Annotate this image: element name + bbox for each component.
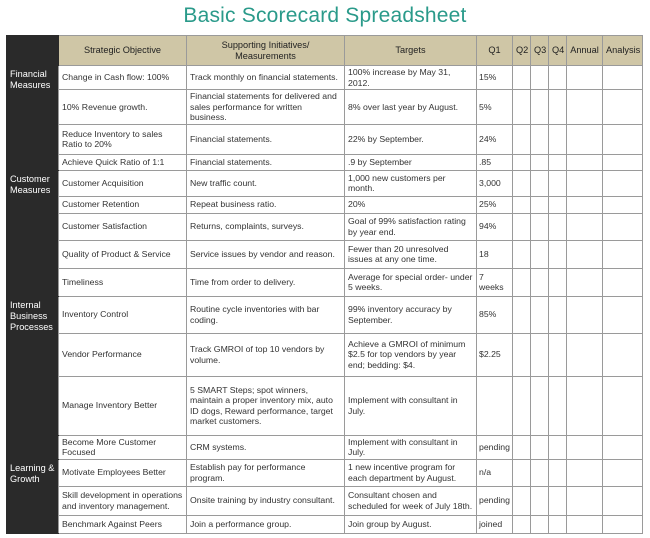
table-row [7, 515, 643, 533]
table-row [7, 268, 643, 296]
analysis-cell [603, 268, 643, 296]
q1-cell: 7 weeks [477, 268, 513, 296]
objective-cell: Benchmark Against Peers [59, 515, 187, 533]
q3-cell [531, 154, 549, 170]
q2-cell [513, 515, 531, 533]
target-cell: 20% [345, 196, 477, 213]
target-cell: Implement with consultant in July. [345, 435, 477, 459]
q3-cell [531, 66, 549, 90]
objective-cell: Timeliness [59, 268, 187, 296]
initiative-cell: Financial statements for delivered and sales performance for written business. [187, 90, 345, 125]
annual-cell [567, 170, 603, 196]
q2-cell [513, 435, 531, 459]
q3-cell [531, 170, 549, 196]
target-cell: 100% increase by May 31, 2012. [345, 66, 477, 90]
q4-cell [549, 486, 567, 515]
q4-cell [549, 376, 567, 435]
q2-cell [513, 196, 531, 213]
objective-cell: 10% Revenue growth. [59, 90, 187, 125]
initiative-cell: Track monthly on financial statements. [187, 66, 345, 90]
q3-cell [531, 196, 549, 213]
analysis-cell [603, 196, 643, 213]
objective-cell: Skill development in operations and inventory management. [59, 486, 187, 515]
header-annual: Annual [567, 36, 603, 66]
q1-cell: 15% [477, 66, 513, 90]
q2-cell [513, 213, 531, 240]
annual-cell [567, 459, 603, 486]
objective-cell: Customer Acquisition [59, 170, 187, 196]
objective-cell: Customer Satisfaction [59, 213, 187, 240]
target-cell: Average for special order- under 5 weeks. [345, 268, 477, 296]
objective-cell: Reduce Inventory to sales Ratio to 20% [59, 124, 187, 154]
q4-cell [549, 268, 567, 296]
q3-cell [531, 124, 549, 154]
header-strategic-objective: Strategic Objective [59, 36, 187, 66]
q2-cell [513, 376, 531, 435]
q3-cell [531, 459, 549, 486]
q2-cell [513, 459, 531, 486]
q4-cell [549, 124, 567, 154]
header-q4: Q4 [549, 36, 567, 66]
q1-cell: 5% [477, 90, 513, 125]
table-row [7, 154, 643, 170]
table-row [7, 333, 643, 376]
annual-cell [567, 66, 603, 90]
initiative-cell: Financial statements. [187, 154, 345, 170]
header-q2: Q2 [513, 36, 531, 66]
initiative-cell: Service issues by vendor and reason. [187, 240, 345, 268]
page-title: Basic Scorecard Spreadsheet [183, 4, 467, 27]
initiative-cell: Time from order to delivery. [187, 268, 345, 296]
q3-cell [531, 333, 549, 376]
annual-cell [567, 268, 603, 296]
header-q1: Q1 [477, 36, 513, 66]
scorecard-table [6, 35, 643, 534]
target-cell: 99% inventory accuracy by September. [345, 296, 477, 333]
q4-cell [549, 154, 567, 170]
target-cell: Join group by August. [345, 515, 477, 533]
target-cell: 8% over last year by August. [345, 90, 477, 125]
header-corner [7, 36, 59, 66]
annual-cell [567, 515, 603, 533]
annual-cell [567, 196, 603, 213]
target-cell: 1 new incentive program for each department by August. [345, 459, 477, 486]
initiative-cell: Returns, complaints, surveys. [187, 213, 345, 240]
q4-cell [549, 459, 567, 486]
q2-cell [513, 170, 531, 196]
q1-cell: 24% [477, 124, 513, 154]
analysis-cell [603, 154, 643, 170]
q1-cell: 18 [477, 240, 513, 268]
target-cell: Consultant chosen and scheduled for week of July 18th. [345, 486, 477, 515]
initiative-cell: Routine cycle inventories with bar coding. [187, 296, 345, 333]
annual-cell [567, 486, 603, 515]
q2-cell [513, 124, 531, 154]
annual-cell [567, 333, 603, 376]
q4-cell [549, 435, 567, 459]
objective-cell: Motivate Employees Better [59, 459, 187, 486]
annual-cell [567, 296, 603, 333]
analysis-cell [603, 459, 643, 486]
analysis-cell [603, 213, 643, 240]
category-internal-business-processes: Internal Business Processes [7, 296, 59, 435]
category-learning-growth: Learning & Growth [7, 459, 59, 533]
q2-cell [513, 333, 531, 376]
category-customer-measures: Customer Measures [7, 170, 59, 296]
q4-cell [549, 66, 567, 90]
q4-cell [549, 170, 567, 196]
initiative-cell: Financial statements. [187, 124, 345, 154]
q1-cell: 3,000 [477, 170, 513, 196]
q3-cell [531, 515, 549, 533]
table-row [7, 240, 643, 268]
q1-cell: .85 [477, 154, 513, 170]
analysis-cell [603, 90, 643, 125]
q2-cell [513, 268, 531, 296]
analysis-cell [603, 240, 643, 268]
q1-cell: pending [477, 486, 513, 515]
initiative-cell: CRM systems. [187, 435, 345, 459]
q2-cell [513, 240, 531, 268]
target-cell: 22% by September. [345, 124, 477, 154]
table-row [7, 124, 643, 154]
table-row [7, 435, 643, 459]
q1-cell: 94% [477, 213, 513, 240]
table-row [7, 196, 643, 213]
q1-cell [477, 376, 513, 435]
q1-cell: n/a [477, 459, 513, 486]
category-spacer [7, 435, 59, 459]
analysis-cell [603, 515, 643, 533]
q2-cell [513, 154, 531, 170]
header-targets: Targets [345, 36, 477, 66]
q3-cell [531, 268, 549, 296]
annual-cell [567, 435, 603, 459]
analysis-cell [603, 435, 643, 459]
category-financial-measures: Financial Measures [7, 66, 59, 171]
annual-cell [567, 124, 603, 154]
analysis-cell [603, 333, 643, 376]
objective-cell: Change in Cash flow: 100% [59, 66, 187, 90]
objective-cell: Achieve Quick Ratio of 1:1 [59, 154, 187, 170]
initiative-cell: 5 SMART Steps; spot winners, maintain a proper inventory mix, auto ID dogs, Reward performance, target market customers. [187, 376, 345, 435]
table-row [7, 486, 643, 515]
table-row [7, 66, 643, 90]
q1-cell: 85% [477, 296, 513, 333]
table-row [7, 170, 643, 196]
table-row [7, 459, 643, 486]
q1-cell: joined [477, 515, 513, 533]
objective-cell: Become More Customer Focused [59, 435, 187, 459]
q4-cell [549, 333, 567, 376]
q3-cell [531, 296, 549, 333]
q2-cell [513, 66, 531, 90]
initiative-cell: Repeat business ratio. [187, 196, 345, 213]
annual-cell [567, 376, 603, 435]
objective-cell: Vendor Performance [59, 333, 187, 376]
initiative-cell: Onsite training by industry consultant. [187, 486, 345, 515]
initiative-cell: Track GMROI of top 10 vendors by volume. [187, 333, 345, 376]
target-cell: Goal of 99% satisfaction rating by year end. [345, 213, 477, 240]
objective-cell: Quality of Product & Service [59, 240, 187, 268]
q3-cell [531, 90, 549, 125]
objective-cell: Manage Inventory Better [59, 376, 187, 435]
q4-cell [549, 213, 567, 240]
initiative-cell: Join a performance group. [187, 515, 345, 533]
q2-cell [513, 486, 531, 515]
annual-cell [567, 213, 603, 240]
target-cell: Achieve a GMROI of minimum $2.5 for top vendors by year end; bedding: $4. [345, 333, 477, 376]
q3-cell [531, 213, 549, 240]
header-q3: Q3 [531, 36, 549, 66]
q4-cell [549, 515, 567, 533]
table-row [7, 296, 643, 333]
target-cell: 1,000 new customers per month. [345, 170, 477, 196]
q3-cell [531, 240, 549, 268]
table-row [7, 90, 643, 125]
analysis-cell [603, 170, 643, 196]
q1-cell: pending [477, 435, 513, 459]
annual-cell [567, 154, 603, 170]
analysis-cell [603, 296, 643, 333]
annual-cell [567, 240, 603, 268]
q4-cell [549, 296, 567, 333]
analysis-cell [603, 376, 643, 435]
objective-cell: Customer Retention [59, 196, 187, 213]
annual-cell [567, 90, 603, 125]
q1-cell: 25% [477, 196, 513, 213]
header-analysis: Analysis [603, 36, 643, 66]
q4-cell [549, 196, 567, 213]
q2-cell [513, 90, 531, 125]
analysis-cell [603, 124, 643, 154]
objective-cell: Inventory Control [59, 296, 187, 333]
q4-cell [549, 240, 567, 268]
initiative-cell: Establish pay for performance program. [187, 459, 345, 486]
q3-cell [531, 376, 549, 435]
target-cell: Fewer than 20 unresolved issues at any one time. [345, 240, 477, 268]
q1-cell: $2.25 [477, 333, 513, 376]
q4-cell [549, 90, 567, 125]
header-row [7, 36, 643, 66]
q3-cell [531, 435, 549, 459]
q2-cell [513, 296, 531, 333]
table-row [7, 376, 643, 435]
target-cell: Implement with consultant in July. [345, 376, 477, 435]
analysis-cell [603, 66, 643, 90]
initiative-cell: New traffic count. [187, 170, 345, 196]
analysis-cell [603, 486, 643, 515]
table-row [7, 213, 643, 240]
target-cell: .9 by September [345, 154, 477, 170]
q3-cell [531, 486, 549, 515]
header-supporting-initiatives: Supporting Initiatives/ Measurements [187, 36, 345, 66]
